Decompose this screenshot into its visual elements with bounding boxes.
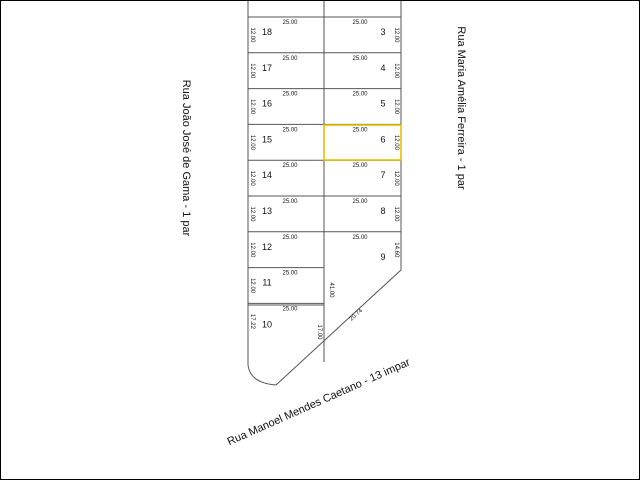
lot-width-dim: 25.00 xyxy=(282,306,298,313)
lot-number: 16 xyxy=(261,98,273,109)
lot-depth-dim: 12.00 xyxy=(249,170,255,186)
lot-number: 17 xyxy=(261,62,273,73)
lot-width-dim: 25.00 xyxy=(282,234,298,241)
lot-number: 8 xyxy=(380,206,386,216)
lot-number: 3 xyxy=(380,27,386,37)
lot-depth-dim: 12.00 xyxy=(249,242,255,258)
lot-depth-dim: 12.00 xyxy=(249,278,255,294)
lot-width-dim: 25.00 xyxy=(282,20,298,26)
lot-number: 9 xyxy=(380,251,386,262)
lot-depth-dim: 12.00 xyxy=(393,170,399,186)
lot-depth-dim: 12.00 xyxy=(249,206,255,222)
lot-number: 11 xyxy=(262,277,272,288)
lot-number: 5 xyxy=(380,98,386,109)
lot-width-dim: 25.00 xyxy=(282,91,298,98)
lot-width-dim: 25.00 xyxy=(352,234,368,241)
diagonal-dim: 20.74 xyxy=(348,308,364,323)
lot-depth-dim: 12.00 xyxy=(393,206,399,222)
lot-number: 18 xyxy=(261,27,273,37)
lot-depth-dim: 12.00 xyxy=(393,63,399,79)
lot-width-dim: 25.00 xyxy=(352,199,368,205)
lot-number: 14 xyxy=(261,170,273,181)
lot-width-dim: 25.00 xyxy=(352,163,368,170)
lot-width-dim: 25.00 xyxy=(282,163,298,170)
lot-width-dim: 25.00 xyxy=(352,91,368,98)
lot-depth-dim: 12.00 xyxy=(393,99,399,115)
lot-10-side-dim: 17.00 xyxy=(316,324,322,340)
lot-number: 7 xyxy=(380,170,386,181)
lot-depth-dim: 12.00 xyxy=(393,134,399,150)
lot-depth-dim: 17.22 xyxy=(249,313,255,329)
lot-number: 12 xyxy=(261,241,273,252)
lot-width-dim: 25.00 xyxy=(282,127,298,134)
lot-depth-dim: 12.00 xyxy=(249,134,255,150)
lot-depth-dim: 12.00 xyxy=(249,63,255,79)
lot-depth-dim: 12.00 xyxy=(249,99,255,115)
lot-width-dim: 25.00 xyxy=(282,270,298,277)
lot-width-dim: 25.00 xyxy=(352,127,368,134)
street-bottom-label: Rua Manoel Mendes Caetano - 13 impar xyxy=(225,356,412,449)
street-right-label: Rua Maria Amélia Ferreira - 1 par xyxy=(455,26,467,190)
lot-depth-dim: 14.60 xyxy=(393,242,399,258)
lot-depth-dim: 12.00 xyxy=(249,27,255,43)
street-left-label: Rua João José de Gama - 1 par xyxy=(180,79,192,237)
lot-9-side-dim: 41.00 xyxy=(328,282,334,298)
lot-width-dim: 25.00 xyxy=(282,199,298,205)
lot-number: 4 xyxy=(380,62,386,73)
lot-number: 10 xyxy=(261,319,273,330)
lot-number: 15 xyxy=(261,134,273,145)
lot-width-dim: 25.00 xyxy=(282,55,298,62)
lot-depth-dim: 12.00 xyxy=(393,27,399,43)
lot-width-dim: 25.00 xyxy=(352,20,368,26)
lot-number: 6 xyxy=(380,134,386,145)
lot-width-dim: 25.00 xyxy=(352,55,368,62)
lot-number: 13 xyxy=(261,206,273,216)
